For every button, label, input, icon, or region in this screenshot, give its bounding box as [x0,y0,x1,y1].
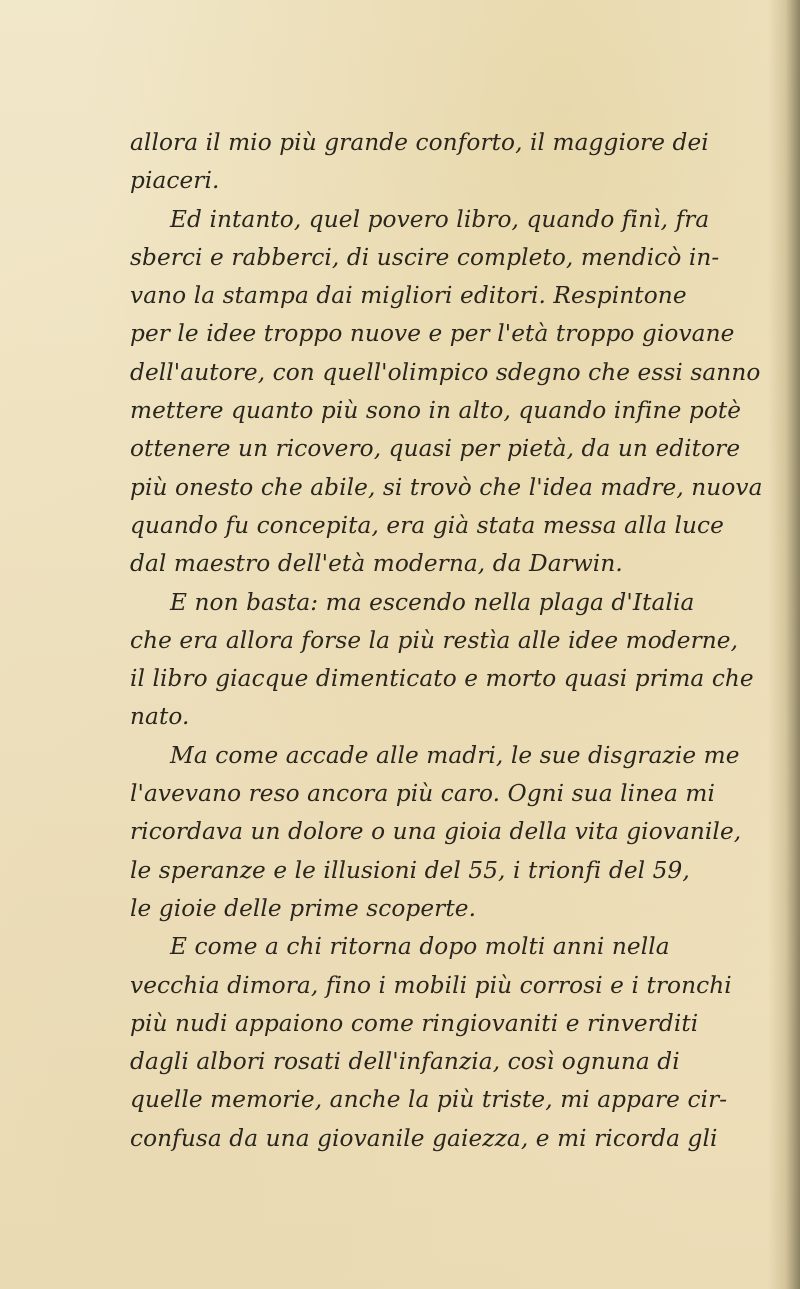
text-line: nato. [130,703,190,731]
text-line: che era allora forse la più restìa alle idee moderne, [130,626,739,654]
text-line: allora il mio più grande conforto, il maggiore dei [130,129,709,156]
body-text [130,124,763,1158]
text-line: più onesto che abile, si trovò che l'idea madre, nuova [130,473,763,501]
text-line: vano la stampa dai migliori editori. Respintone [130,282,687,310]
text-line: piaceri. [130,167,220,195]
page-edge-shadow [768,0,800,1289]
text-line: vecchia dimora, fino i mobili più corrosi e i tronchi [130,971,732,999]
text-line: l'avevano reso ancora più caro. Ogni sua linea mi [130,780,715,808]
text-line: per le idee troppo nuove e per l'età troppo giovane [130,320,735,348]
text-line: Ma come accade alle madri, le sue disgrazie me [170,741,740,769]
text-line: più nudi appaiono come ringiovaniti e rinverditi [130,1009,699,1037]
text-line: Ed intanto, quel povero libro, quando finì, fra [170,205,710,233]
text-line: il libro giacque dimenticato e morto quasi prima che [130,665,754,693]
text-line: le gioie delle prime scoperte. [130,894,477,922]
text-line: le speranze e le illusioni del 55, i trionfi del 59, [130,856,690,884]
text-line: quelle memorie, anche la più triste, mi appare cir- [130,1086,728,1114]
text-line: quando fu concepita, era già stata messa alla luce [130,511,724,539]
text-line: ottenere un ricovero, quasi per pietà, da un editore [130,435,741,463]
text-line: dal maestro dell'età moderna, da Darwin. [130,550,623,578]
text-line: dell'autore, con quell'olimpico sdegno che essi sanno [130,358,761,386]
text-line: mettere quanto più sono in alto, quando infine potè [130,397,742,425]
text-line: E non basta: ma escendo nella plaga d'Italia [170,588,695,616]
text-line: dagli albori rosati dell'infanzia, così ognuna di [130,1048,680,1076]
text-line: sberci e rabberci, di uscire completo, mendicò in- [130,243,720,271]
text-line: confusa da una giovanile gaiezza, e mi ricorda gli [130,1124,718,1152]
text-line: ricordava un dolore o una gioia della vita giovanile, [130,818,742,846]
text-line: E come a chi ritorna dopo molti anni nella [170,933,670,961]
